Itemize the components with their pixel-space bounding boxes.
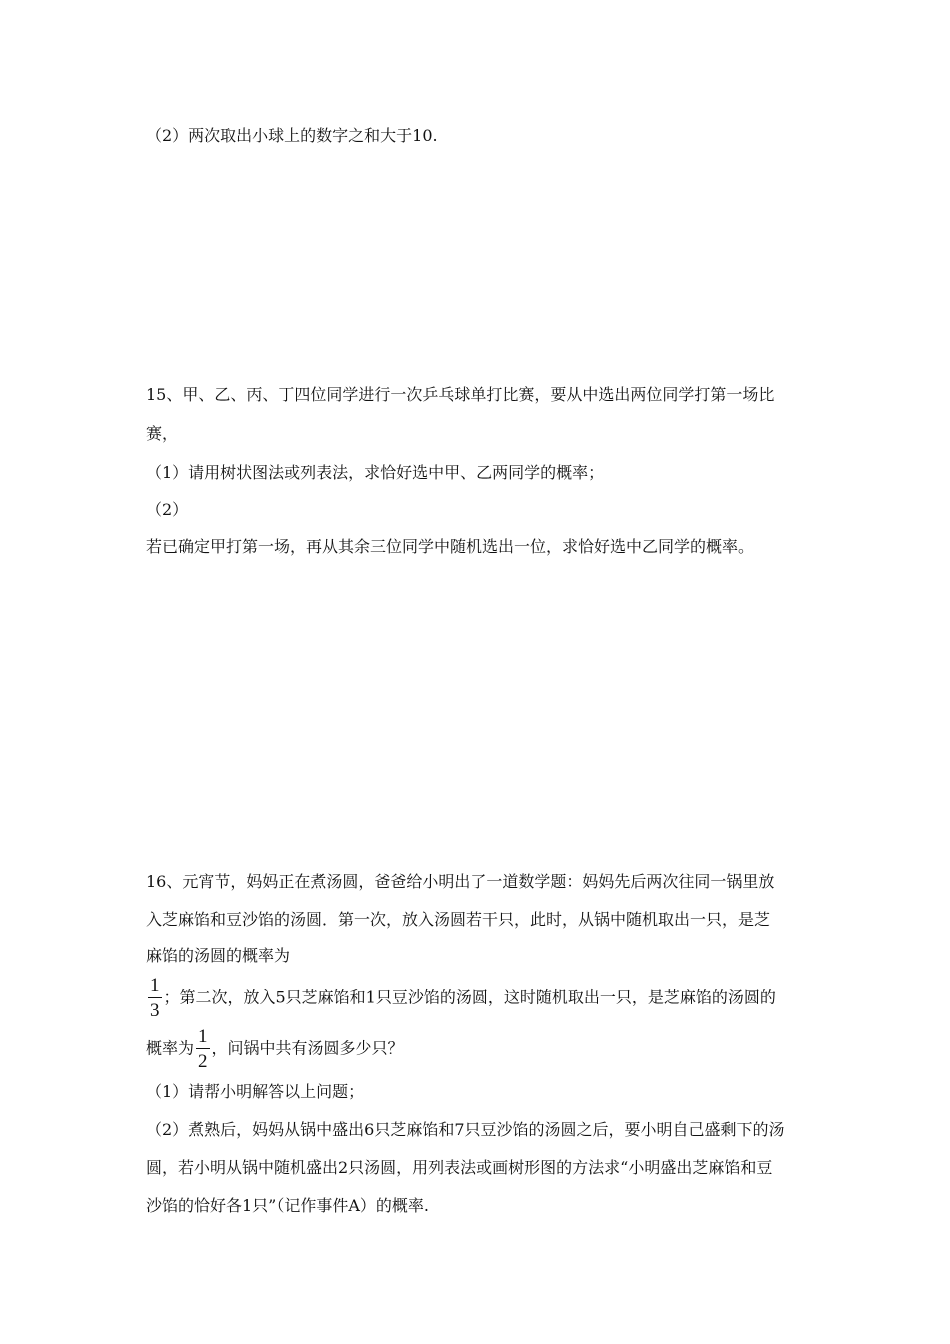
q16-line5 (146, 1027, 404, 1071)
q16-line5-suffix: ，问锅中共有汤圆多少只？ (211, 1038, 404, 1058)
q16-line4 (146, 976, 776, 1020)
fraction-denominator: 3 (150, 1000, 160, 1021)
q16-part2-line1: （2）煮熟后，妈妈从锅中盛出6只芝麻馅和7只豆沙馅的汤圆之后，要小明自己盛剩下的汤 (146, 1120, 785, 1139)
q15-part1: （1）请用树状图法或列表法，求恰好选中甲、乙两同学的概率； (146, 463, 605, 482)
q16-part2-line2: 圆，若小明从锅中随机盛出2只汤圆，用列表法或画树形图的方法求“小明盛出芝麻馅和豆 (146, 1158, 773, 1177)
q16-line4-text: ；第二次，放入5只芝麻馅和1只豆沙馅的汤圆，这时随机取出一只，是芝麻馅的汤圆的 (163, 987, 776, 1007)
q16-line2: 入芝麻馅和豆沙馅的汤圆．第一次，放入汤圆若干只，此时，从锅中随机取出一只，是芝 (146, 910, 771, 929)
fraction-one-half (196, 1027, 210, 1071)
fraction-denominator: 2 (198, 1051, 208, 1072)
q16-line5-prefix: 概率为 (146, 1038, 195, 1058)
q16-part2-line3: 沙馅的恰好各1只”（记作事件A）的概率. (146, 1196, 430, 1215)
q15-part2-text: 若已确定甲打第一场，再从其余三位同学中随机选出一位，求恰好选中乙同学的概率。 (146, 537, 755, 556)
fraction-numerator: 1 (150, 975, 160, 996)
q16-line1: 16、元宵节，妈妈正在煮汤圆，爸爸给小明出了一道数学题：妈妈先后两次往同一锅里放 (146, 872, 775, 891)
fraction-numerator: 1 (198, 1026, 208, 1047)
q16-part1: （1）请帮小明解答以上问题； (146, 1082, 365, 1101)
q16-line3: 麻馅的汤圆的概率为 (146, 946, 291, 965)
q15-part2-label: （2） (146, 500, 189, 519)
q15-line2: 赛， (146, 424, 179, 443)
q15-line1: 15、甲、乙、丙、丁四位同学进行一次乒乓球单打比赛，要从中选出两位同学打第一场比 (146, 385, 775, 404)
q14-part2: （2）两次取出小球上的数字之和大于10. (146, 126, 438, 145)
fraction-one-third (148, 976, 162, 1020)
